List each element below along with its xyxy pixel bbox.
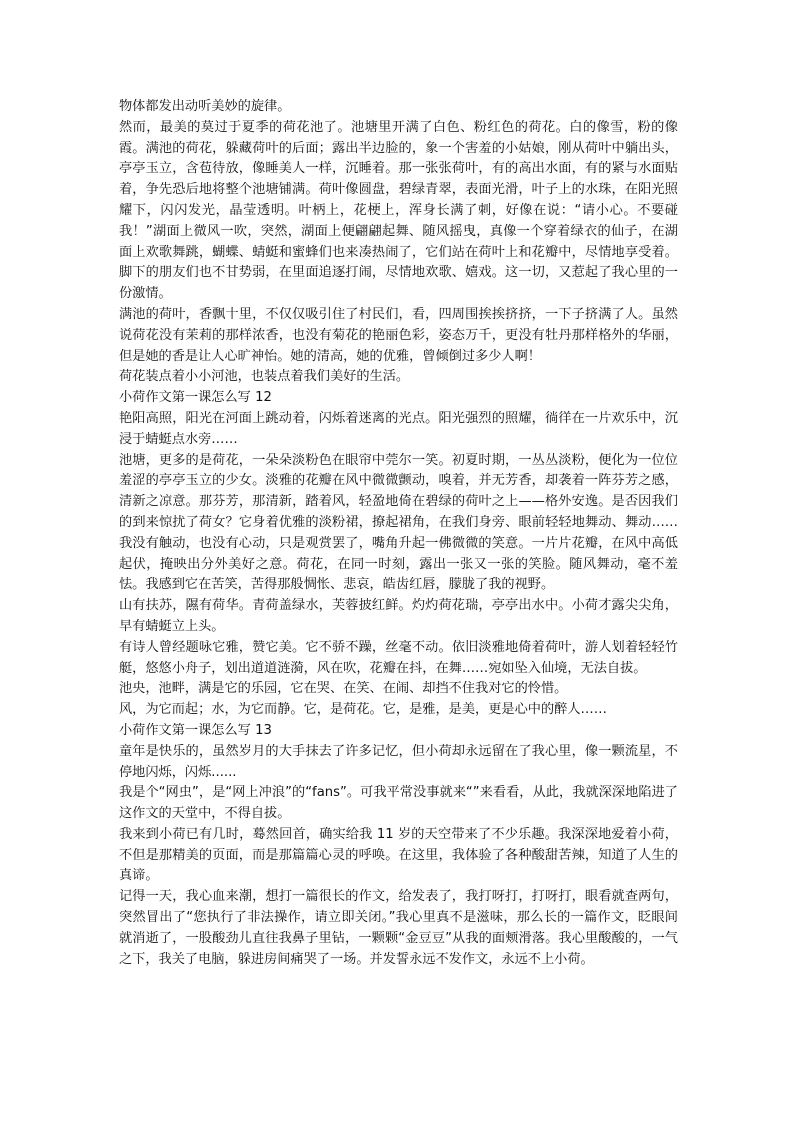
paragraph: 满池的荷叶，香飘十里，不仅仅吸引住了村民们，看，四周围挨挨挤挤，一下子挤满了人。虽然说荷花没有茉莉的那样浓香，也没有菊花的艳丽色彩，姿态万千，更没有牡丹那样格外的华丽，但是她的香是让人心旷神怡。她的清高，她的优雅，曾倾倒过多少人啊！ [119,306,678,364]
paragraph: 记得一天，我心血来潮，想打一篇很长的作文，给发表了，我打呀打，打呀打，眼看就查两句，突然冒出了“您执行了非法操作，请立即关闭。”我心里真不是滋味，那么长的一篇作文，眨眼间就消逝了，一股酸劲儿直往我鼻子里钻，一颗颗“金豆豆”从我的面颊滑落。我心里酸酸的，一气之下，我关了电脑，躲进房间痛哭了一场。并发誓永远不发作文，永远不上小荷。 [119,889,678,967]
document-body [119,97,678,970]
paragraph: 物体都发出动听美妙的旋律。 [119,99,291,114]
paragraph: 山有扶苏，隰有荷华。青荷盖绿水，芙蓉披红鲜。灼灼荷花瑞，亭亭出水中。小荷才露尖尖角，早有蜻蜓立上头。 [119,598,678,634]
paragraph: 有诗人曾经题咏它雅，赞它美。它不骄不躁，丝毫不动。依旧淡雅地倚着荷叶，游人划着轻轻竹艇，悠悠小舟子，划出道道涟漪，风在吹，花瓣在抖，在舞……宛如坠入仙境，无法自拔。 [119,639,678,676]
paragraph: 池塘，更多的是荷花，一朵朵淡粉色在眼帘中莞尔一笑。初夏时期，一丛丛淡粉，便化为一位位羞涩的亭亭玉立的少女。淡雅的花瓣在风中微微颤动，嗅着，并无芳香，却袭着一阵芬芳之感，清新之凉意。那芬芳，那清新，踏着风，轻盈地倚在碧绿的荷叶之上——格外安逸。是否因我们的到来惊扰了荷女？它身着优雅的淡粉裙，撩起裙角，在我们身旁、眼前轻轻地舞动、舞动……我没有触动，也没有心动，只是观赏罢了，嘴角升起一佛微微的笑意。一片片花瓣，在风中高低起伏，掩映出分外美好之意。荷花，在同一时刻，露出一张又一张的笑脸。随风舞动，毫不羞怯。我感到它在苦笑，苦得那般惆怅、悲哀，皓齿红唇，朦胧了我的视野。 [119,452,678,593]
paragraph: 我来到小荷已有几时，蓦然回首，确实给我 11 岁的天空带来了不少乐趣。我深深地爱着小荷，不但是那精美的页面，而是那篇篇心灵的呼唤。在这里，我体验了各种酸甜苦辣，知道了人生的真谛。 [119,826,678,884]
paragraph: 我是个“网虫”，是“网上冲浪”的“fans”。可我平常没事就来“”来看看，从此，我就深深地陷进了这作文的天堂中，不得自拔。 [119,785,678,822]
paragraph: 童年是快乐的，虽然岁月的大手抹去了许多记忆，但小荷却永远留在了我心里，像一颗流星，不停地闪烁，闪烁...... [119,743,678,780]
section-heading: 小荷作文第一课怎么写 13 [119,722,272,738]
paragraph: 风，为它而起；水，为它而静。它，是荷花。它，是雅，是美，更是心中的醉人…… [119,702,607,718]
paragraph: 然而，最美的莫过于夏季的荷花池了。池塘里开满了白色、粉红色的荷花。白的像雪，粉的像霞。满池的荷花，躲藏荷叶的后面；露出半边脸的，象一个害羞的小姑娘，刚从荷叶中躺出头，亭亭玉立，含苞待放，像睡美人一样，沉睡着。那一张张荷叶，有的高出水面，有的紧与水面贴着，争先恐后地将整个池塘铺满。荷叶像圆盘，碧绿青翠，表面光滑，叶子上的水珠，在阳光照耀下，闪闪发光，晶莹透明。叶柄上，花梗上，浑身长满了刺，好像在说：“请小心。不要碰我！”湖面上微风一吹，突然，湖面上便翩翩起舞、随风摇曳，真像一个穿着绿衣的仙子，在湖面上欢歌舞跳，蝴蝶、蜻蜓和蜜蜂们也来凑热闹了，它们站在荷叶上和花瓣中，尽情地享受着。脚下的朋友们也不甘势弱，在里面追逐打闹，尽情地欢歌、嬉戏。这一切，又惹起了我心里的一份激情。 [119,119,678,302]
section-heading: 小荷作文第一课怎么写 12 [119,390,272,406]
paragraph: 荷花装点着小小河池，也装点着我们美好的生活。 [119,369,410,385]
paragraph: 池央，池畔，满是它的乐园，它在哭、在笑、在闹、却挡不住我对它的怜惜。 [119,681,568,697]
paragraph: 艳阳高照，阳光在河面上跳动着，闪烁着迷离的光点。阳光强烈的照耀，徜徉在一片欢乐中，沉浸于蜻蜓点水旁…… [119,410,678,447]
